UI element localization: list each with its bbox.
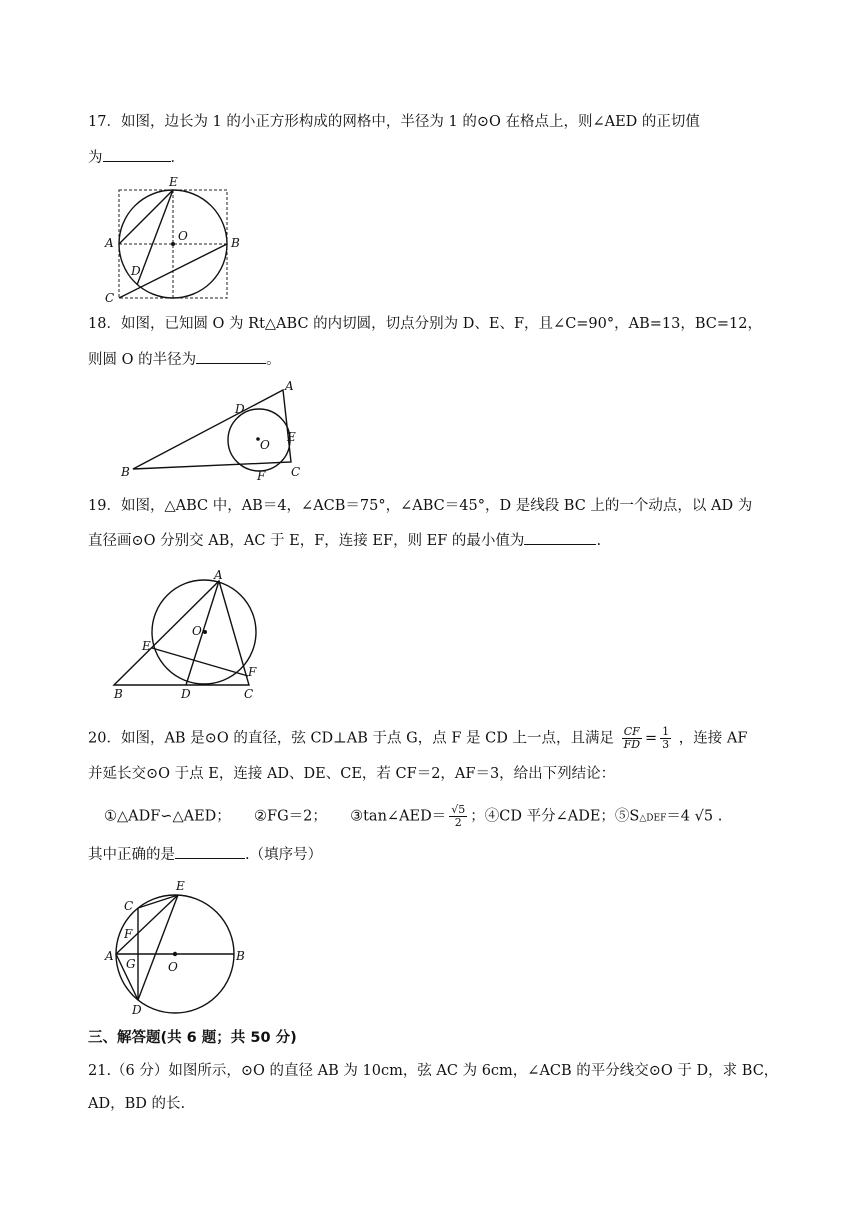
q18-label-c: C (291, 465, 301, 479)
q19-label-o: O (192, 624, 202, 638)
q20-label-b: B (236, 949, 245, 963)
q20-conclusions (104, 804, 722, 829)
q17-label-d: D (131, 264, 141, 278)
q20-frac2-den: 3 (662, 738, 670, 751)
q17-label-e: E (169, 175, 178, 189)
q20-line4-suffix: .（填序号） (245, 847, 323, 863)
q20-conclusion-5-end: . (717, 808, 723, 825)
q20-line-2: 并延长交⊙O 于点 E，连接 AD、DE、CE，若 CF＝2，AF＝3，给出下列结论： (88, 766, 616, 782)
q20-fraction-cf-fd (622, 726, 642, 751)
q17-label-b: B (231, 236, 240, 250)
q20-label-c: C (124, 899, 134, 913)
q20-fraction-one-third (660, 726, 671, 751)
q20-conclusion-5-value: ＝4 (666, 808, 691, 825)
q18-label-o: O (260, 438, 270, 452)
q17-figure (100, 172, 260, 304)
q20-frac1-num: CF (622, 726, 642, 739)
q17-suffix: ． (170, 150, 185, 166)
q20-label-o: O (168, 960, 178, 974)
q18-answer-blank[interactable] (196, 349, 266, 364)
q20-fraction-root5-2 (449, 804, 467, 829)
q19-label-a: A (214, 568, 223, 582)
q20-label-g: G (126, 957, 136, 971)
q18-line-1: 18．如图，已知圆 O 为 Rt△ABC 的内切圆，切点分别为 D、E、F，且∠C=90°，AB=13，BC=12， (88, 316, 762, 332)
q20-label-e: E (176, 879, 185, 893)
q20-line1-prefix: 20．如图，AB 是⊙O 的直径，弦 CD⊥AB 于点 G，点 F 是 CD 上一点，且满足 (88, 730, 614, 747)
q18-label-d: D (235, 402, 245, 416)
q19-line-2 (88, 530, 601, 551)
q18-label-e: E (287, 430, 296, 444)
q17-label-a: A (105, 236, 114, 250)
q20-conclusion-1: ①△ADF∽△AED； (104, 808, 231, 825)
q19-figure (108, 568, 278, 704)
q19-label-b: B (114, 687, 123, 701)
q20-equals: = (645, 730, 658, 747)
q20-figure (102, 874, 252, 1020)
q17-line-1: 17．如图，边长为 1 的小正方形构成的网格中，半径为 1 的⊙O 在格点上，则∠AED 的正切值 (88, 114, 700, 130)
q20-frac3-num: √5 (451, 803, 466, 816)
q17-answer-blank[interactable] (103, 147, 171, 162)
q19-line-1: 19．如图，△ABC 中，AB＝4，∠ACB＝75°，∠ABC＝45°，D 是线段 BC 上的一个动点，以 AD 为 (88, 498, 753, 514)
q20-conclusion-3: ③tan∠AED＝ (350, 808, 447, 825)
q21-line-1: 21.（6 分）如图所示，⊙O 的直径 AB 为 10cm，弦 AC 为 6cm，∠ACB 的平分线交⊙O 于 D，求 BC， (88, 1063, 779, 1079)
q18-line-2 (88, 349, 281, 370)
q20-frac2-num: 1 (662, 725, 670, 738)
q20-line-4 (88, 844, 322, 865)
q21-line-2: AD，BD 的长. (88, 1096, 186, 1112)
q17-label-o: O (178, 229, 188, 243)
q20-conclusion-4: ；④CD 平分∠ADE；⑤S (470, 808, 640, 825)
q20-answer-blank[interactable] (175, 844, 245, 859)
q19-label-f: F (248, 665, 257, 679)
q19-suffix: . (596, 533, 602, 549)
q20-line4-prefix: 其中正确的是 (88, 847, 175, 863)
q17-line-2 (88, 147, 185, 168)
q20-label-a: A (105, 949, 114, 963)
q19-label-c: C (244, 687, 254, 701)
q17-label-c: C (105, 291, 115, 305)
q19-label-e: E (142, 639, 151, 653)
q18-label-b: B (121, 465, 130, 479)
q20-conclusion-5-root: √5 (694, 808, 714, 825)
q20-frac1-den: FD (623, 738, 641, 751)
q20-line-1 (88, 726, 747, 751)
q19-label-d: D (181, 687, 191, 701)
q17-prefix: 为 (88, 150, 103, 166)
q20-line1-suffix: ，连接 AF (678, 730, 748, 747)
q18-label-a: A (285, 379, 294, 393)
q18-figure (115, 378, 315, 482)
q20-frac3-den: 2 (454, 816, 462, 829)
q20-conclusion-2: ②FG＝2； (254, 808, 327, 825)
q18-label-f: F (257, 469, 266, 483)
q20-area-subscript: △DEF (639, 813, 667, 824)
q19-answer-blank[interactable] (524, 530, 596, 545)
q18-prefix: 则圆 O 的半径为 (88, 352, 197, 368)
q19-prefix: 直径画⊙O 分别交 AB，AC 于 E，F，连接 EF，则 EF 的最小值为 (88, 533, 525, 549)
section-3-heading: 三、解答题(共 6 题；共 50 分) (88, 1030, 297, 1046)
q20-label-f: F (124, 927, 133, 941)
q20-label-d: D (132, 1003, 142, 1017)
q18-suffix: 。 (266, 352, 281, 368)
